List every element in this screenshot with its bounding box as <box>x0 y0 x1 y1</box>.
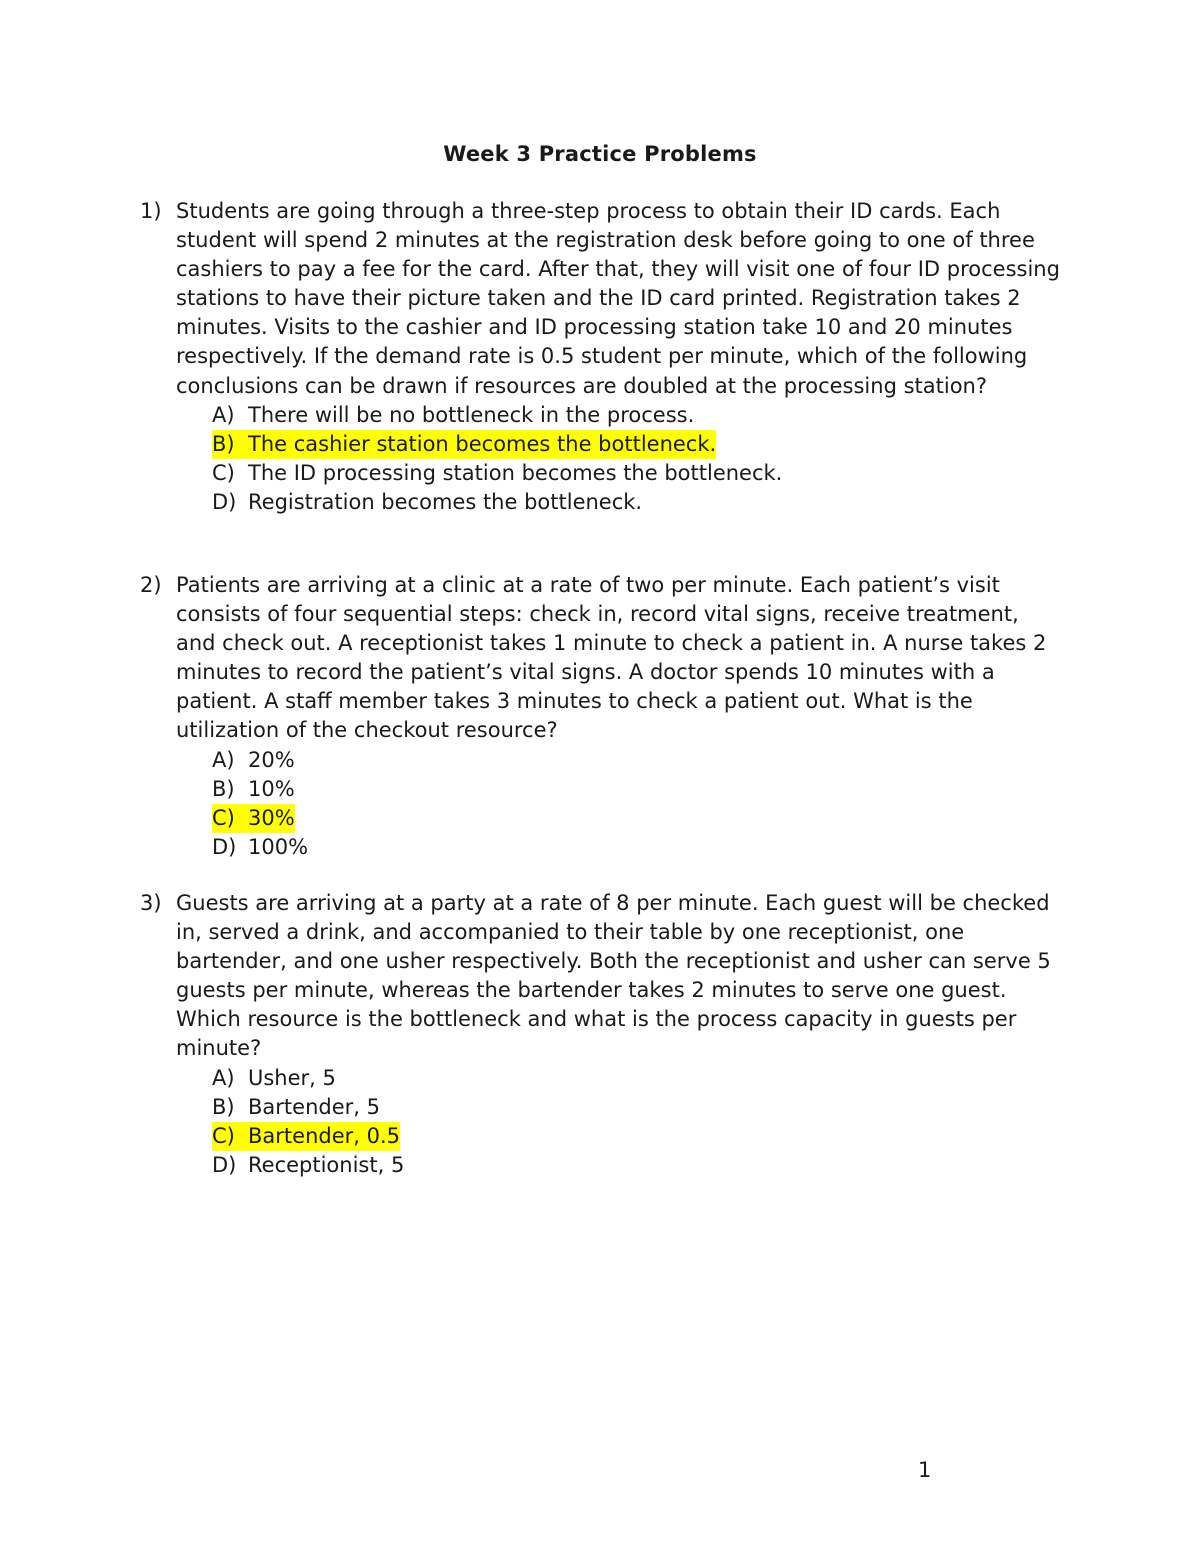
highlighted-answer <box>212 804 295 833</box>
question-number: 1) <box>140 199 162 223</box>
option-text: 10% <box>248 776 295 801</box>
question-text: Patients are arriving at a clinic at a rate of two per minute. Each patient’s visit consists of four sequential steps: check in, record vital signs, receive treatment, and check out. A receptionist takes 1 minute to check a patient in. A nurse takes 2 minutes to record the patient’s vital signs. A doctor spends 10 minutes with a patient. A staff member takes 3 minutes to check a patient out. What is the utilization of the checkout resource? <box>176 573 1047 743</box>
answer-options <box>140 401 1060 517</box>
answer-options <box>140 746 1060 862</box>
option-text: 100% <box>248 834 309 859</box>
option-letter: A) <box>212 402 235 427</box>
option-text: Usher, 5 <box>248 1065 336 1090</box>
question-text: Guests are arriving at a party at a rate of 8 per minute. Each guest will be checked in, served a drink, and accompanied to their table by one receptionist, one bartender, and one usher respectively. Both the receptionist and usher can serve 5 guests per minute, whereas the bartender takes 2 minutes to serve one guest. Which resource is the bottleneck and what is the process capacity in guests per minute? <box>176 891 1051 1061</box>
answer-option-c <box>212 1122 1060 1151</box>
option-letter: D) <box>212 1152 237 1177</box>
answer-option-a <box>212 401 1060 430</box>
answer-option-a <box>212 1064 1060 1093</box>
option-letter: C) <box>212 805 235 830</box>
option-letter: A) <box>212 747 235 772</box>
question-1 <box>140 197 1060 517</box>
option-text: Registration becomes the bottleneck. <box>248 489 643 514</box>
answer-option-b <box>212 775 1060 804</box>
option-letter: D) <box>212 489 237 514</box>
answer-option-a <box>212 746 1060 775</box>
option-text: The cashier station becomes the bottleneck. <box>248 431 717 456</box>
question-3 <box>140 889 1060 1180</box>
answer-option-c <box>212 804 1060 833</box>
question-2 <box>140 571 1060 862</box>
answer-option-d <box>212 1151 1060 1180</box>
answer-option-d <box>212 833 1060 862</box>
option-letter: A) <box>212 1065 235 1090</box>
option-text: 20% <box>248 747 295 772</box>
option-text: There will be no bottleneck in the process. <box>248 402 695 427</box>
option-text: Bartender, 0.5 <box>248 1123 401 1148</box>
option-text: Bartender, 5 <box>248 1094 380 1119</box>
answer-option-c <box>212 459 1060 488</box>
answer-option-b <box>212 1093 1060 1122</box>
question-number: 2) <box>140 573 162 597</box>
question-text: Students are going through a three-step process to obtain their ID cards. Each student will spend 2 minutes at the registration desk before going to one of three cashiers to pay a fee for the card. After that, they will visit one of four ID processing stations to have their picture taken and the ID card printed. Registration takes 2 minutes. Visits to the cashier and ID processing station take 10 and 20 minutes respectively. If the demand rate is 0.5 student per minute, which of the following conclusions can be drawn if resources are doubled at the processing station? <box>176 199 1060 398</box>
page-number: 1 <box>918 1458 932 1482</box>
answer-options <box>140 1064 1060 1180</box>
option-letter: C) <box>212 460 235 485</box>
option-text: Receptionist, 5 <box>248 1152 405 1177</box>
answer-option-d <box>212 488 1060 517</box>
option-text: The ID processing station becomes the bottleneck. <box>248 460 783 485</box>
highlighted-answer <box>212 1122 400 1151</box>
option-letter: B) <box>212 431 235 456</box>
answer-option-b <box>212 430 1060 459</box>
option-text: 30% <box>248 805 295 830</box>
option-letter: B) <box>212 1094 235 1119</box>
option-letter: B) <box>212 776 235 801</box>
option-letter: C) <box>212 1123 235 1148</box>
highlighted-answer <box>212 430 716 459</box>
question-number: 3) <box>140 891 162 915</box>
page-title: Week 3 Practice Problems <box>443 142 757 166</box>
option-letter: D) <box>212 834 237 859</box>
